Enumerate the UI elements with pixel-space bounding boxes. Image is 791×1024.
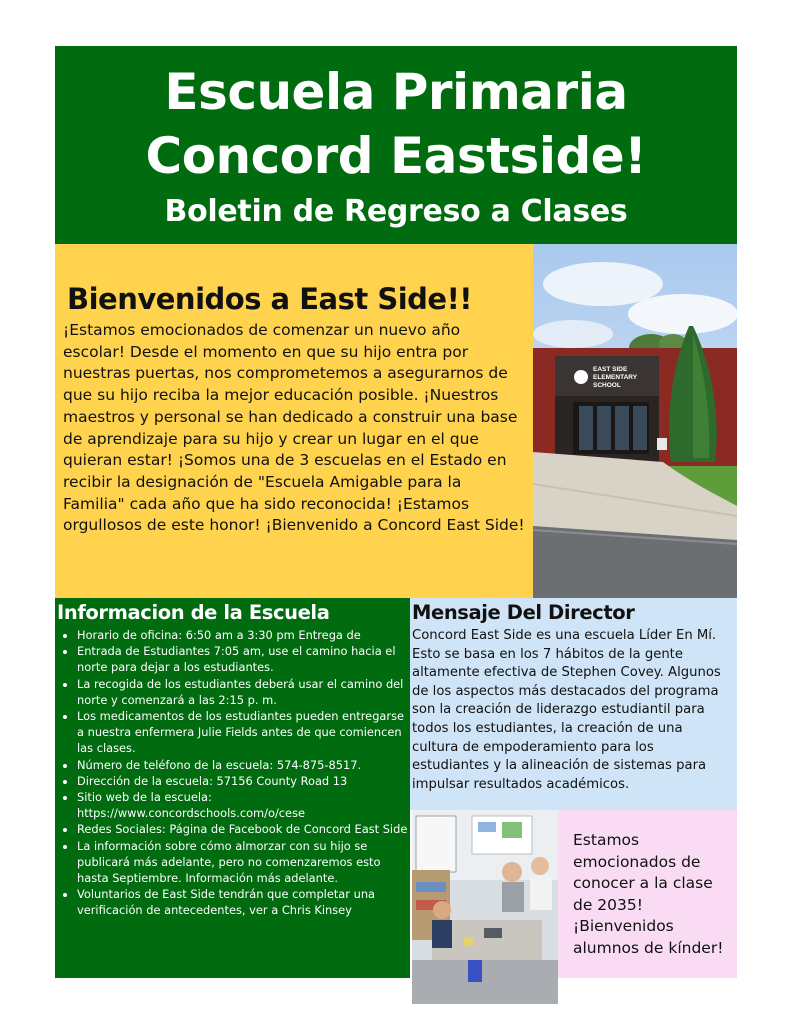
director-body: Concord East Side es una escuela Líder En Mí. Esto se basa en los 7 hábitos de la gente altamente efectiva de Stephen Covey. Algunos de los aspectos más destacados del programa son la creación de liderazgo estudiantil para todos los estudiantes, la creación de una cultura de empoderamiento para los estudiantes y la alineación de sistemas para impulsar resultados académicos. (412, 628, 721, 792)
sign-line-3: SCHOOL (593, 382, 621, 389)
title-line-2: Concord Eastside! (145, 127, 647, 185)
info-list (55, 627, 410, 919)
director-section (410, 598, 737, 810)
list-item: • Número de teléfono de la escuela: 574-875-8517. (77, 757, 410, 773)
sign-line-2: ELEMENTARY (593, 374, 638, 381)
list-item: • La información sobre cómo almorzar con su hijo se publicará más adelante, pero no comenzaremos esto hasta Septiembre. Información más adelante. (77, 838, 410, 887)
school-building-image (533, 244, 737, 598)
kindergarten-classroom-image (412, 810, 558, 1004)
kinder-welcome-box (558, 810, 737, 978)
list-item: • Entrada de Estudiantes 7:05 am, use el camino hacia el norte para dejar a los estudiantes. (77, 643, 410, 675)
list-item: • Los medicamentos de los estudiantes pueden entregarse a nuestra enfermera Julie Fields antes de que comiencen las clases. (77, 708, 410, 757)
info-title: Informacion de la Escuela (57, 601, 330, 624)
classroom-photo (412, 810, 558, 1004)
header-banner (55, 46, 737, 244)
director-title: Mensaje Del Director (412, 601, 635, 624)
kinder-welcome-text: Estamos emocionados de conocer a la clase de 2035! ¡Bienvenidos alumnos de kínder! (573, 831, 724, 957)
list-item: • Dirección de la escuela: 57156 County Road 13 (77, 773, 410, 789)
school-photo (533, 244, 737, 598)
list-item: • Redes Sociales: Página de Facebook de Concord East Side (77, 821, 410, 837)
welcome-title: Bienvenidos a East Side!! (67, 282, 473, 316)
list-item: • La recogida de los estudiantes deberá usar el camino del norte y comenzará a las 2:15 p. m. (77, 676, 410, 708)
welcome-body: ¡Estamos emocionados de comenzar un nuevo año escolar! Desde el momento en que su hijo entra por nuestras puertas, nos comprometemos a asegurarnos de que su hijo reciba la mejor educación posible. ¡Nuestros maestros y personal se han dedicado a construir una base de aprendizaje para su hijo y crear un lugar en el que quieran estar! ¡Somos una de 3 escuelas en el Estado en recibir la designación de "Escuela Amigable para la Familia" cada año que ha sido reconocida! ¡Estamos orgullosos de este honor! ¡Bienvenido a Concord East Side! (63, 321, 525, 535)
title-line-1: Escuela Primaria (164, 63, 628, 121)
list-item: • Horario de oficina: 6:50 am a 3:30 pm Entrega de (77, 627, 410, 643)
sign-line-1: EAST SIDE (593, 366, 628, 373)
welcome-section (55, 244, 533, 598)
subtitle: Boletin de Regreso a Clases (164, 194, 628, 229)
list-item: • Voluntarios de East Side tendrán que completar una verificación de antecedentes, ver a Chris Kinsey (77, 886, 410, 918)
list-item: • Sitio web de la escuela: https://www.concordschools.com/o/cese (77, 789, 410, 821)
info-section (55, 598, 410, 978)
